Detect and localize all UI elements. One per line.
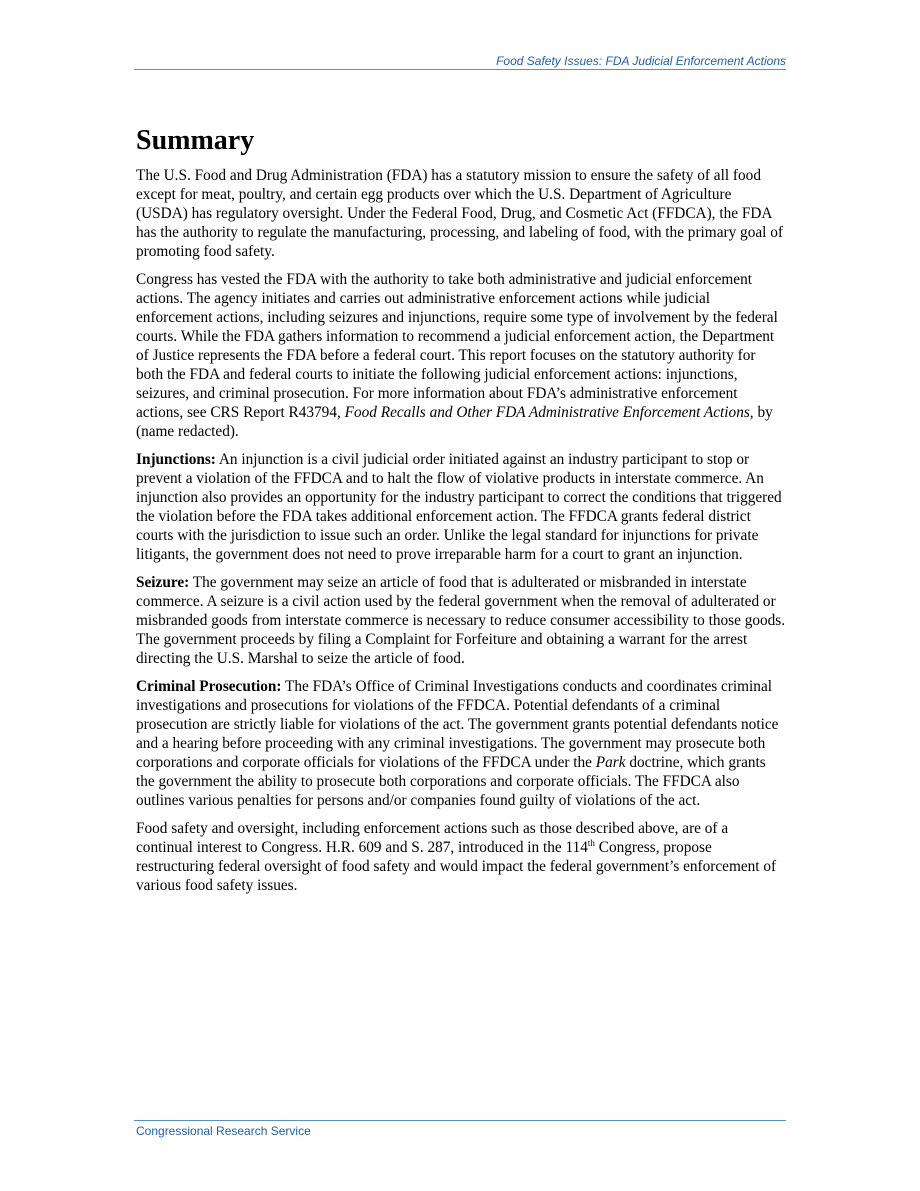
congress-text-part-b: Congress, propose restructuring federal oversight of food safety and would impact the federal government’s enforcement of various food safety issues. [136,839,777,894]
running-header-title: Food Safety Issues: FDA Judicial Enforcement Actions [496,54,786,68]
summary-section [136,124,786,904]
criminal-text-part-b: doctrine, which grants the government the ability to prosecute both corporations and corporate officials. The FFDCA also outlines various penalties for persons and/or companies found guilty of violations of the act. [136,754,766,809]
injunctions-text: An injunction is a civil judicial order initiated against an industry participant to stop or prevent a violation of the FFDCA and to halt the flow of violative products in interstate commerce. An injunction also provides an opportunity for the industry participant to correct the conditions that triggered the violation before the FDA takes additional enforcement action. The FFDCA grants federal district courts with the jurisdiction to issue such an order. Unlike the legal standard for injunctions for private litigants, the government does not need to prove irreparable harm for a court to grant an injunction. [136,451,782,563]
paragraph-fda-mission: The U.S. Food and Drug Administration (FDA) has a statutory mission to ensure the safety of all food except for meat, poultry, and certain egg products over which the U.S. Department of Agriculture (USDA) has regulatory oversight. Under the Federal Food, Drug, and Cosmetic Act (FFDCA), the FDA has the authority to regulate the manufacturing, processing, and labeling of food, with the primary goal of promoting food safety. [136,167,783,260]
header-divider [134,69,786,70]
footer-organization: Congressional Research Service [136,1124,311,1138]
paragraph-congress-interest [136,819,786,895]
report-title-reference: Food Recalls and Other FDA Administrative Enforcement Actions [344,404,750,421]
ordinal-superscript: th [587,837,595,848]
seizure-text: The government may seize an article of food that is adulterated or misbranded in interstate commerce. A seizure is a civil action used by the federal government when the removal of adulterated or misbranded goods from interstate commerce is necessary to reduce consumer accessibility to those goods. The government proceeds by filing a Complaint for Forfeiture and obtaining a warrant for the arrest directing the U.S. Marshal to seize the article of food. [136,574,786,667]
seizure-lead: Seizure: [136,574,190,591]
footer-divider [134,1120,786,1121]
criminal-text-part-a: The FDA’s Office of Criminal Investigations conducts and coordinates criminal investigations and prosecutions for violations of the FFDCA. Potential defendants of a criminal prosecution are strictly liable for violations of the act. The government grants potential defendants notice and a hearing before proceeding with any criminal investigations. The government may prosecute both corporations and corporate officials for violations of the FFDCA under the [136,678,779,771]
paragraph-enforcement-authority [136,270,786,441]
congress-text-part-a: Food safety and oversight, including enforcement actions such as those described above, are of a continual interest to Congress. H.R. 609 and S. 287, introduced in the 114 [136,820,729,856]
paragraph-text: Congress has vested the FDA with the authority to take both administrative and judicial enforcement actions. The agency initiates and carries out administrative enforcement actions while judicial enforcement actions, including seizures and injunctions, require some type of involvement by the federal courts. While the FDA gathers information to recommend a judicial enforcement action, the Department of Justice represents the FDA before a federal court. This report focuses on the statutory authority for both the FDA and federal courts to initiate the following judicial enforcement actions: injunctions, seizures, and criminal prosecution. For more information about FDA’s administrative enforcement actions, see CRS Report R43794, [136,271,778,421]
section-heading: Summary [136,125,255,156]
paragraph-injunctions [136,450,786,564]
park-doctrine-term: Park [595,754,626,771]
paragraph-seizure [136,573,786,668]
criminal-prosecution-lead: Criminal Prosecution: [136,678,282,695]
paragraph-text-tail: , by (name redacted). [136,404,773,440]
paragraph-criminal-prosecution [136,677,786,810]
injunctions-lead: Injunctions: [136,451,216,468]
